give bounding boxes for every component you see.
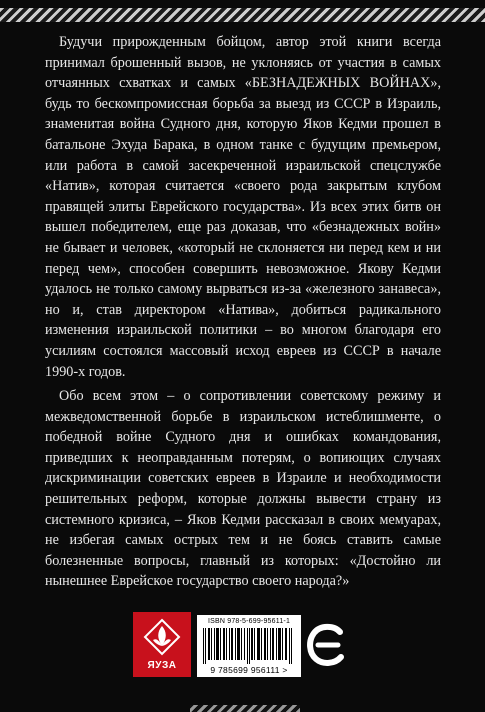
top-stripe-band [0,8,485,22]
eksmo-e-logo-icon [304,622,350,668]
annotation-paragraph-1: Будучи прирожденным бойцом, автор этой книги всегда принимал брошенный вызов, не уклоняясь от участия в самых отчаянных схватках и самых «БЕЗНАДЕЖНЫХ ВОЙНАХ», будь то бескомпромиссная борьба за выезд из СССР в Израиль, знаменитая война Судного дня, которую Яков Кедми прошел в батальоне Эхуда Барака, в одном танке с будущим премьером, или работа в самой засекреченной израильской спецслужбе «Натив», которая считается «своего рода закрытым клубом правящей элиты Еврейского государства». Из всех этих битв он вышел победителем, еще раз доказав, что «безнадежных войн» не бывает и человек, «который не склоняется ни перед кем и ни перед чем», способен совершить невозможное. Якову Кедми удалось не только самому вырваться из-за «железного занавеса», но и, став директором «Натива», добиться радикального изменения израильской политики – во многом благодаря его усилиям состоялся массовый исход евреев из СССР в начале 1990-х годов. [45,34,441,380]
yauza-publisher-logo [133,612,191,677]
barcode-digits: 9 785699 956111 > [210,665,288,675]
barcode-bars [203,628,295,664]
bottom-stripe-band [190,705,300,712]
annotation-paragraph-2: Обо всем этом – о сопротивлении советскому режиму и межведомственной борьбе в израильском истеблишменте, о победной войне Судного дня и ошибках командования, приведших к неоправданным потерям, о вопиющих случаях дискриминации советских евреев в Израиле и необходимости решительных реформ, которые должны вывести страну из системного кризиса, – Яков Кедми рассказал в своих мемуарах, не избегая самых острых тем и не боясь ставить самые болезненные вопросы, главный из которых: «Достойно ли нынешнее Еврейское государство своего народа?» [45,388,441,590]
annotation-text [45,32,441,592]
isbn-text: ISBN 978-5-699-95611-1 [207,618,291,625]
yauza-logo-label: ЯУЗА [147,660,177,671]
isbn-barcode [197,615,301,677]
yauza-emblem-icon [143,618,181,656]
